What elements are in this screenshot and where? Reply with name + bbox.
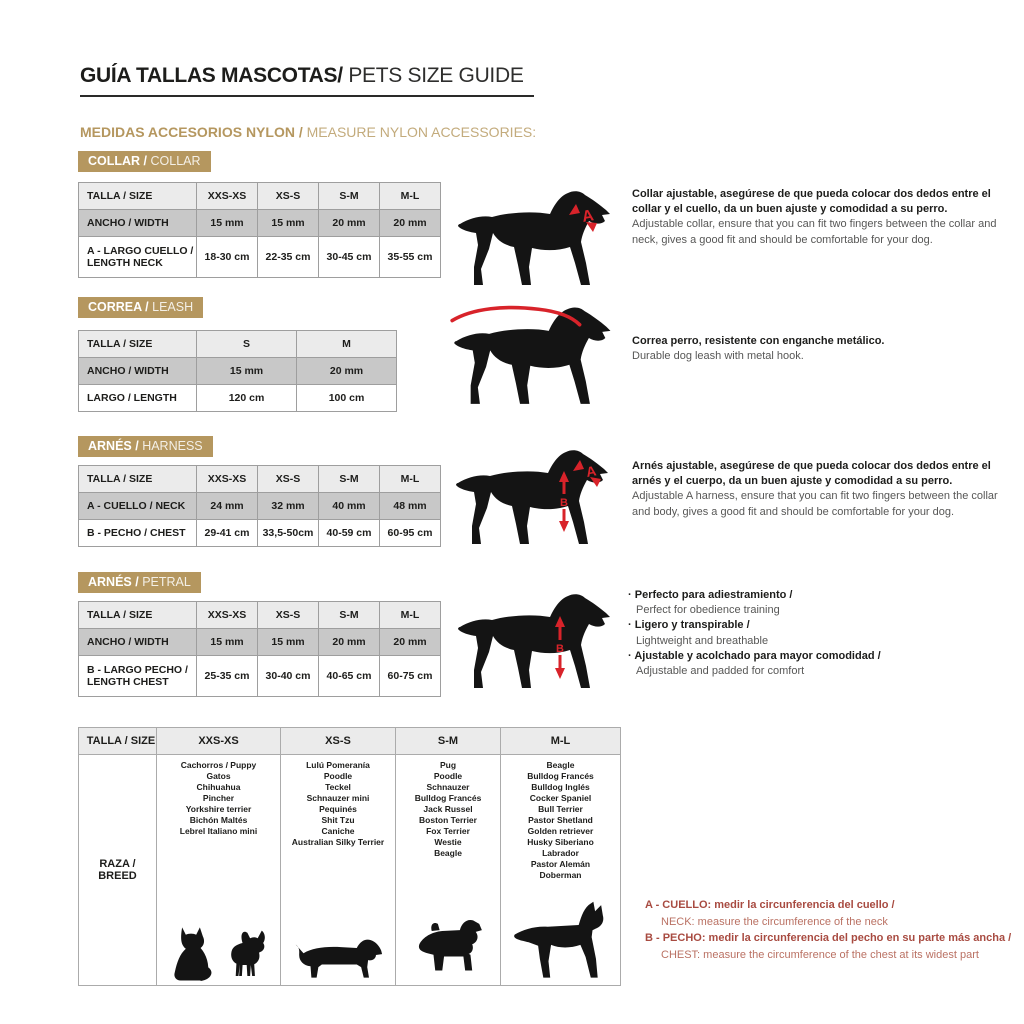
breed-item: Westie: [434, 837, 462, 848]
col-header: XS-S: [258, 602, 319, 629]
col-header: S-M: [319, 466, 380, 493]
breed-item: Cocker Spaniel: [529, 793, 592, 804]
breed-item: Golden retriever: [527, 826, 594, 837]
petral-features: [628, 588, 1018, 679]
breed-item: Schnauzer: [426, 782, 470, 793]
col-header: M-L: [380, 183, 441, 210]
breed-list-m-l: [527, 760, 594, 882]
breed-item: Poodle: [433, 771, 463, 782]
col-header: XS-S: [258, 466, 319, 493]
breed-item: Pug: [439, 760, 457, 770]
breed-item: Fox Terrier: [426, 826, 470, 837]
dachshund-icon: [292, 934, 384, 982]
row-label: B - PECHO / CHEST: [79, 520, 197, 547]
size-value: 24 mm: [197, 493, 258, 520]
petral-marker-b-label: B: [556, 643, 564, 655]
page-subtitle-es: MEDIDAS ACCESORIOS NYLON /: [80, 124, 303, 140]
breed-cell-xs-s: [281, 755, 395, 985]
breed-item: Lulú Pomeranía: [306, 760, 370, 770]
breed-item: Bulldog Francés: [527, 771, 594, 782]
size-value: 40 mm: [319, 493, 380, 520]
petral-badge: [78, 572, 201, 593]
row-label: A - LARGO CUELLO / LENGTH NECK: [79, 237, 197, 278]
collar-description-es: Collar ajustable, asegúrese de que pueda colocar dos dedos entre el collar y el cuello, da un buen ajuste y comodidad a su perro.: [632, 188, 991, 216]
breed-item: Teckel: [325, 782, 351, 793]
harness-chest-arrow-down-icon: [559, 521, 569, 532]
col-header: S: [197, 331, 297, 358]
row-label: B - LARGO PECHO / LENGTH CHEST: [79, 656, 197, 697]
size-value: 20 mm: [380, 210, 441, 237]
collar-badge: [78, 151, 211, 172]
leash-dog-illustration: [448, 300, 628, 415]
petral-chest-line: [559, 627, 562, 640]
size-value: 60-75 cm: [380, 656, 441, 697]
col-header: XXS-XS: [197, 183, 258, 210]
breed-item: Poodle: [323, 771, 353, 782]
collar-description-en: Adjustable collar, ensure that you can fit two fingers between the collar and neck, gives a good fit and should be comfortable for your dog.: [632, 218, 997, 246]
size-value: 15 mm: [197, 629, 258, 656]
harness-description-en: Adjustable A harness, ensure that you can fit two fingers between the collar and body, gives a good fit and should be comfortable for your dog.: [632, 490, 998, 518]
chihuahua-icon: [222, 926, 270, 982]
breed-cell-s-m: [396, 755, 500, 985]
collar-description: [632, 187, 1018, 248]
col-header: XXS-XS: [197, 602, 258, 629]
harness-description-es: Arnés ajustable, asegúrese de que pueda colocar dos dedos entre el arnés y el cuerpo, da un buen ajuste y comodidad a su perro.: [632, 460, 991, 488]
measure-note-chest-en: CHEST: measure the circumference of the chest at its widest part: [661, 948, 979, 961]
leash-description: [632, 334, 1018, 364]
breed-list-xs-s: [292, 760, 384, 848]
leash-size-table: [78, 330, 397, 412]
col-header: S-M: [319, 183, 380, 210]
size-value: 18-30 cm: [197, 237, 258, 278]
breed-item: Pequinés: [319, 804, 357, 815]
petral-size-table: [78, 601, 441, 697]
harness-dog-illustration: [450, 442, 625, 555]
leash-badge-es: CORREA /: [88, 300, 149, 314]
breed-row-label: RAZA / BREED: [98, 858, 137, 882]
size-value: 20 mm: [319, 629, 380, 656]
breed-item: Bichón Maltés: [189, 815, 248, 826]
size-value: 60-95 cm: [380, 520, 441, 547]
page-title: [80, 64, 534, 97]
petral-bullet-en: Adjustable and padded for comfort: [636, 664, 805, 677]
page-title-en: PETS SIZE GUIDE: [348, 64, 524, 87]
breed-item: Yorkshire terrier: [185, 804, 252, 815]
harness-size-table: [78, 465, 441, 547]
breed-item: Shit Tzu: [321, 815, 355, 826]
breed-item: Cachorros / Puppy: [180, 760, 257, 770]
size-value: 29-41 cm: [197, 520, 258, 547]
breed-item: Gatos: [206, 771, 231, 782]
harness-badge-en: HARNESS: [142, 439, 203, 453]
col-header: TALLA / SIZE: [79, 728, 157, 755]
breed-item: Bulldog Francés: [414, 793, 482, 804]
petral-bullet-es: · Ajustable y acolchado para mayor comodidad /: [628, 649, 1018, 664]
breed-item: Beagle: [546, 760, 575, 770]
breed-item: Bull Terrier: [538, 804, 583, 815]
page-subtitle: [80, 124, 536, 140]
row-label: A - CUELLO / NECK: [79, 493, 197, 520]
petral-chest-line: [559, 655, 562, 668]
breed-item: Labrador: [542, 848, 579, 859]
col-header: XS-S: [281, 728, 396, 755]
harness-chest-line: [563, 482, 566, 494]
petral-badge-en: PETRAL: [142, 575, 191, 589]
col-header: TALLA / SIZE: [79, 183, 197, 210]
breed-list-s-m: [415, 760, 482, 859]
breed-item: Lebrel Italiano mini: [179, 826, 258, 837]
measure-note-neck-en: NECK: measure the circumference of the neck: [661, 915, 888, 928]
dog-silhouette-icon: [448, 300, 628, 410]
row-label: ANCHO / WIDTH: [79, 210, 197, 237]
dog-silhouette-icon: [450, 442, 625, 550]
row-label: ANCHO / WIDTH: [79, 629, 197, 656]
size-value: 15 mm: [197, 358, 297, 385]
col-header: M: [297, 331, 397, 358]
doberman-icon: [511, 900, 611, 982]
breed-item: Schnauzer mini: [306, 793, 370, 804]
petral-bullet: [628, 588, 1018, 618]
breed-item: Jack Russel: [423, 804, 473, 815]
size-value: 25-35 cm: [197, 656, 258, 697]
col-header: S-M: [319, 602, 380, 629]
page-title-es: GUÍA TALLAS MASCOTAS/: [80, 64, 343, 87]
breed-cell-xxs-xs: [157, 755, 280, 985]
dog-silhouette-icon: [452, 582, 627, 694]
breed-item: Bulldog Inglés: [531, 782, 590, 793]
harness-marker-a-label: A: [584, 462, 598, 480]
size-value: 48 mm: [380, 493, 441, 520]
petral-bullet-es: · Ligero y transpirable /: [628, 618, 1018, 633]
size-value: 20 mm: [297, 358, 397, 385]
col-header: TALLA / SIZE: [79, 602, 197, 629]
collar-marker-a-label: A: [580, 207, 596, 226]
size-value: 35-55 cm: [380, 237, 441, 278]
col-header: TALLA / SIZE: [79, 331, 197, 358]
size-value: 120 cm: [197, 385, 297, 412]
petral-badge-es: ARNÉS /: [88, 575, 139, 589]
breed-cell-m-l: [501, 755, 620, 985]
size-value: 40-59 cm: [319, 520, 380, 547]
dog-silhouette-icon: [452, 186, 627, 291]
row-label: ANCHO / WIDTH: [79, 358, 197, 385]
petral-dog-illustration: [452, 582, 627, 699]
collar-badge-es: COLLAR /: [88, 154, 148, 168]
size-value: 100 cm: [297, 385, 397, 412]
size-value: 33,5-50cm: [258, 520, 319, 547]
petral-bullet: [628, 618, 1018, 648]
col-header: M-L: [380, 466, 441, 493]
measure-note-chest-es: B - PECHO: medir la circunferencia del pecho en su parte más ancha /: [645, 932, 1012, 944]
harness-description: [632, 459, 1018, 520]
page-subtitle-en: MEASURE NYLON ACCESSORIES:: [306, 124, 537, 140]
measurement-notes: [645, 897, 1011, 963]
collar-dog-illustration: [452, 186, 627, 296]
col-header: M-L: [380, 602, 441, 629]
leash-description-es: Correa perro, resistente con enganche metálico.: [632, 335, 885, 347]
measure-note-neck-es: A - CUELLO: medir la circunferencia del cuello /: [645, 899, 895, 911]
petral-bullet-en: Lightweight and breathable: [636, 634, 769, 647]
petral-bullet-es: · Perfecto para adiestramiento /: [628, 588, 1018, 603]
size-value: 20 mm: [319, 210, 380, 237]
size-value: 32 mm: [258, 493, 319, 520]
breed-item: Pastor Shetland: [528, 815, 593, 826]
breed-item: Beagle: [434, 848, 462, 859]
breed-list-xxs-xs: [180, 760, 257, 837]
row-label: LARGO / LENGTH: [79, 385, 197, 412]
harness-badge: [78, 436, 213, 457]
measure-note-chest: [645, 930, 1011, 963]
harness-badge-es: ARNÉS /: [88, 439, 139, 453]
breed-item: Husky Siberiano: [527, 837, 594, 848]
col-header: XXS-XS: [157, 728, 281, 755]
col-header: XXS-XS: [197, 466, 258, 493]
col-header: TALLA / SIZE: [79, 466, 197, 493]
cat-icon: [168, 920, 214, 982]
petral-bullet: [628, 649, 1018, 679]
collar-size-table: [78, 182, 441, 278]
size-value: 15 mm: [197, 210, 258, 237]
size-value: 15 mm: [258, 210, 319, 237]
leash-badge-en: LEASH: [152, 300, 194, 314]
breed-item: Australian Silky Terrier: [291, 837, 385, 848]
harness-marker-b-label: B: [560, 497, 568, 509]
col-header: S-M: [396, 728, 501, 755]
schnauzer-icon: [410, 916, 486, 982]
breed-item: Pincher: [202, 793, 235, 804]
size-value: 20 mm: [380, 629, 441, 656]
size-value: 30-45 cm: [319, 237, 380, 278]
size-value: 22-35 cm: [258, 237, 319, 278]
size-value: 40-65 cm: [319, 656, 380, 697]
size-value: 30-40 cm: [258, 656, 319, 697]
breed-item: Boston Terrier: [419, 815, 477, 826]
breed-item: Doberman: [539, 870, 582, 881]
petral-chest-arrow-down-icon: [555, 668, 565, 679]
breed-item: Pastor Alemán: [530, 859, 591, 870]
breed-size-table: [78, 727, 621, 986]
measure-note-neck: [645, 897, 1011, 930]
leash-badge: [78, 297, 203, 318]
petral-bullet-en: Perfect for obedience training: [636, 604, 780, 617]
size-value: 15 mm: [258, 629, 319, 656]
leash-description-en: Durable dog leash with metal hook.: [632, 350, 804, 363]
breed-item: Chihuahua: [196, 782, 241, 793]
col-header: M-L: [501, 728, 621, 755]
col-header: XS-S: [258, 183, 319, 210]
breed-item: Caniche: [321, 826, 355, 837]
collar-badge-en: COLLAR: [150, 154, 201, 168]
harness-chest-line: [563, 509, 566, 521]
